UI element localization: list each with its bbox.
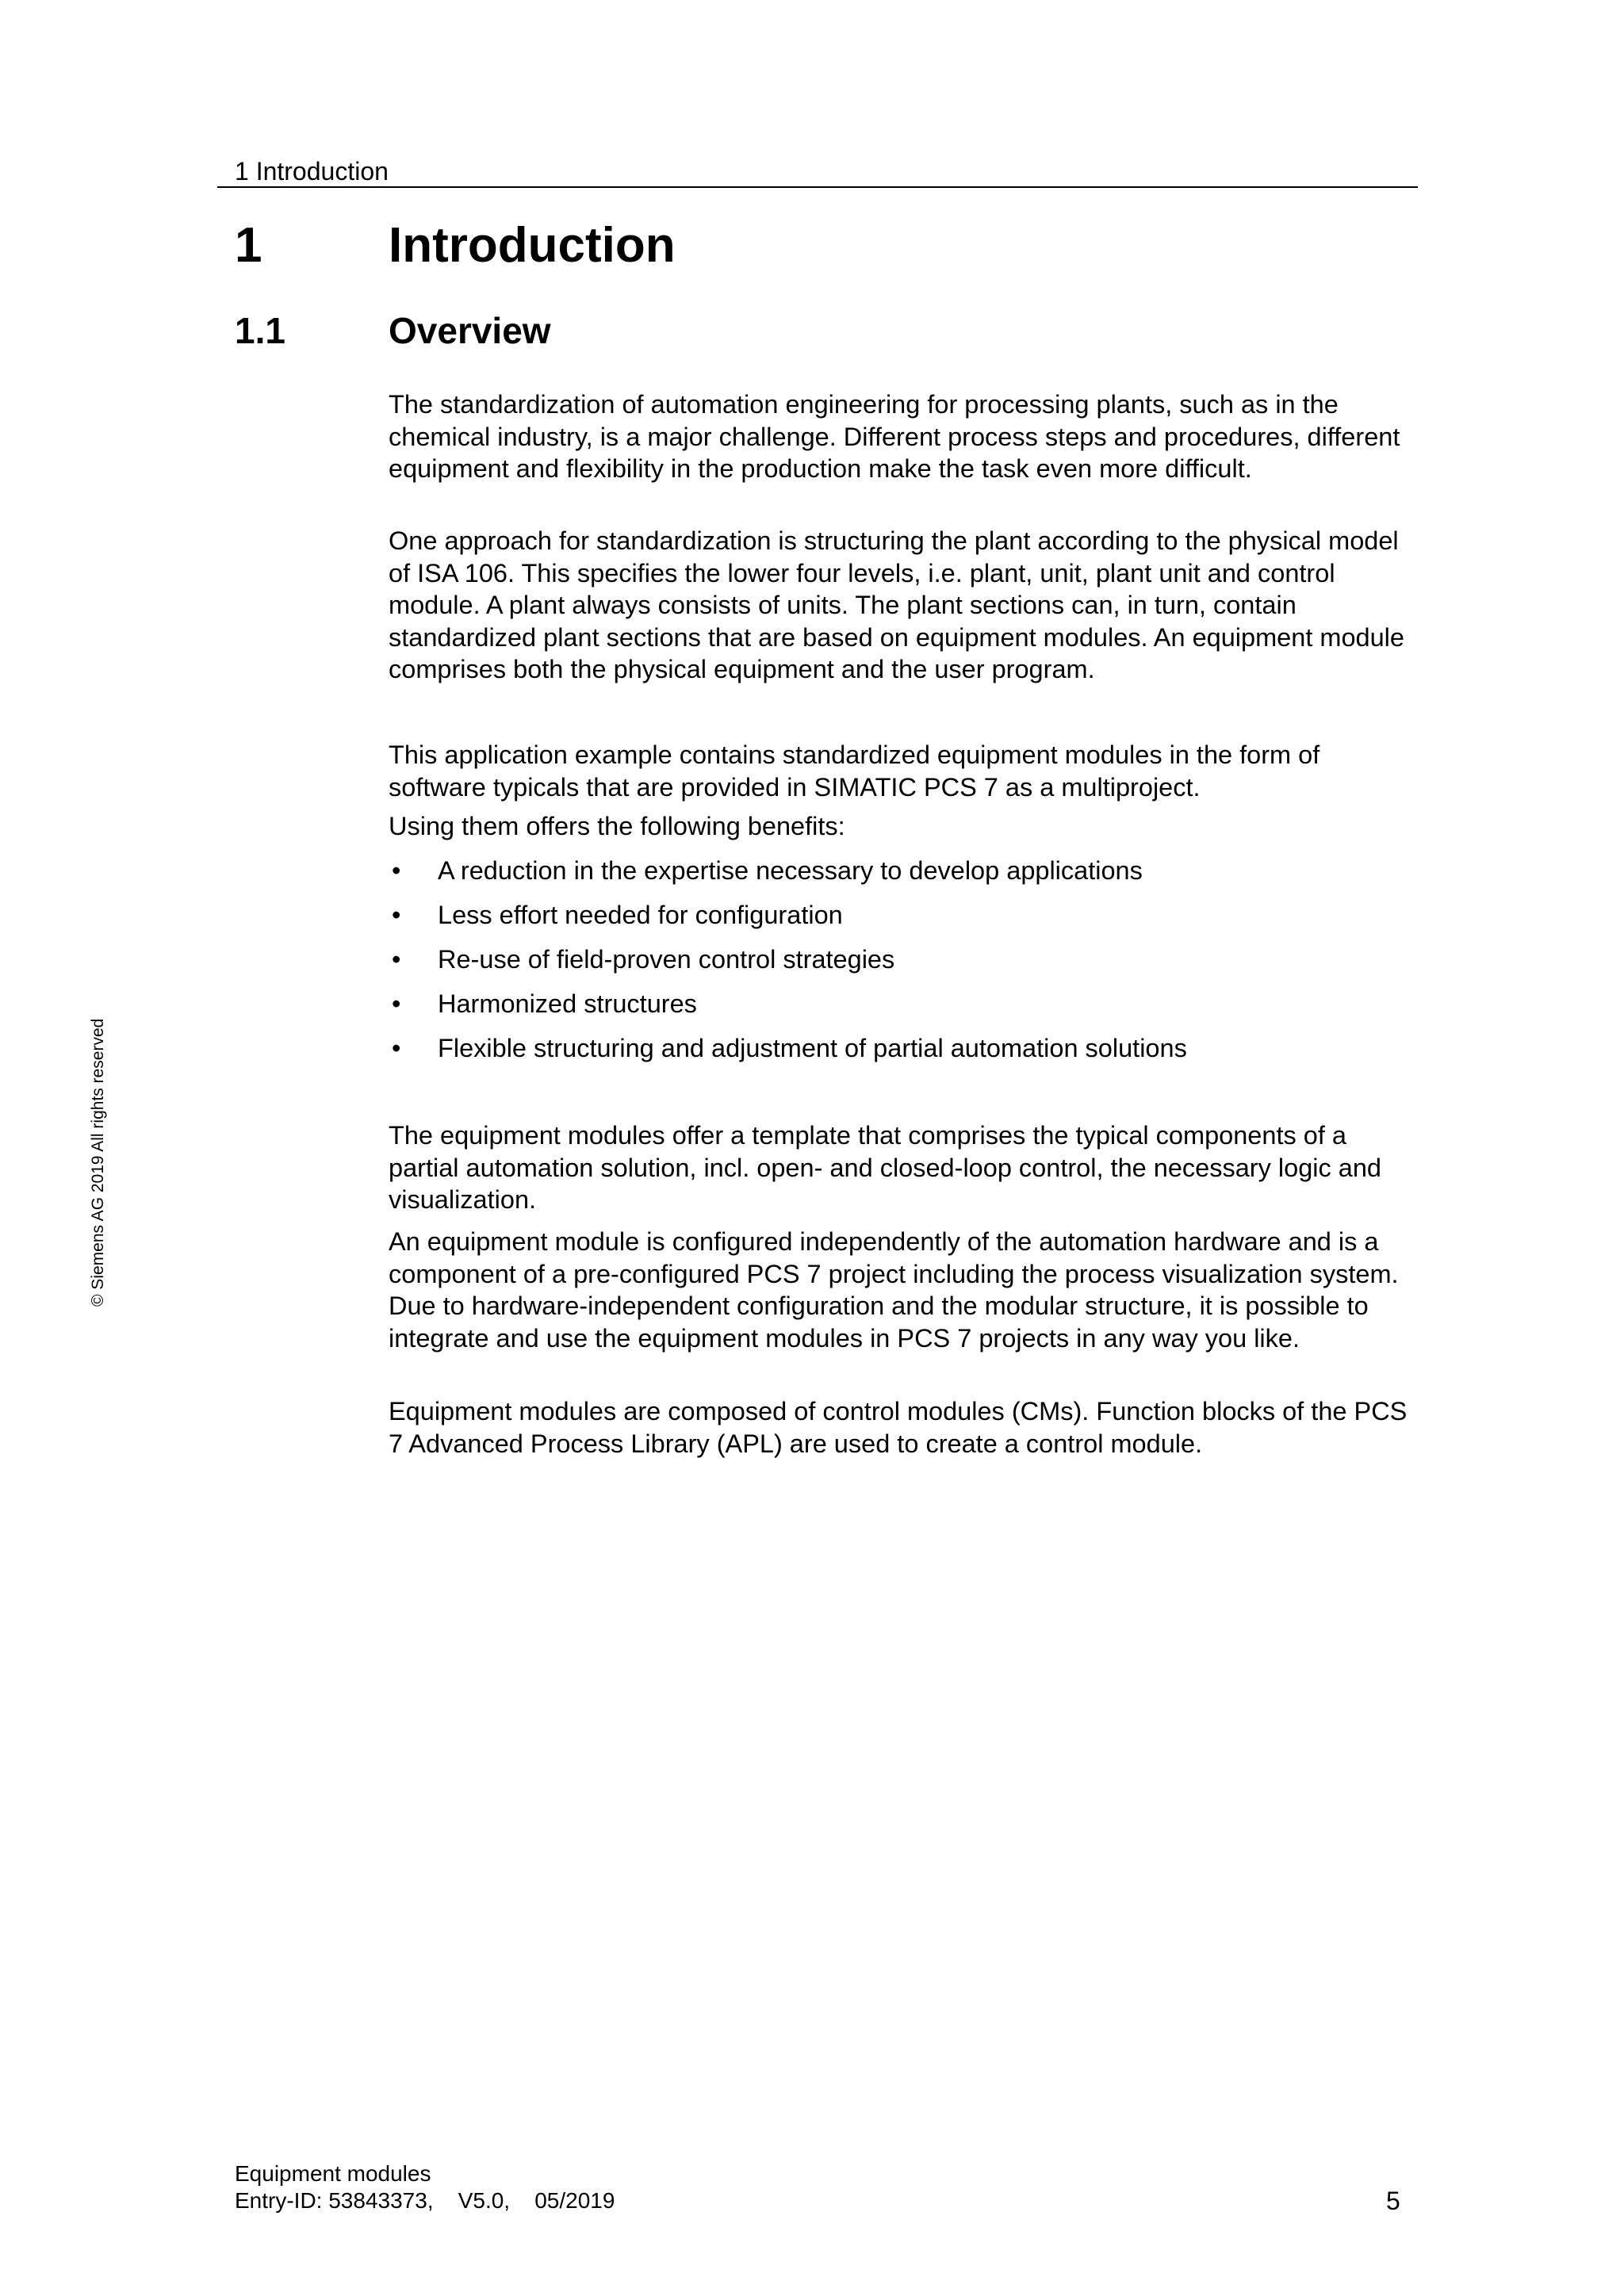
page-number: 5 (1386, 2187, 1400, 2215)
header-rule (217, 186, 1418, 188)
paragraph-standardization: The standardization of automation engineering for processing plants, such as in the chemical industry, is a major challenge. Different process steps and procedures, different equipment and flexibility in the production make the task even more difficult. (389, 390, 1400, 483)
paragraph-isa106: One approach for standardization is structuring the plant according to the physical model of ISA 106. This specifies the lower four levels, i.e. plant, unit, plant unit and control module. A plant always consists of units. The plant sections can, in turn, contain standardized plant sections that are based on equipment modules. An equipment module comprises both the physical equipment and the user program. (389, 526, 1404, 683)
running-header: 1 Introduction (235, 157, 389, 186)
bullet-icon: • (392, 989, 401, 1018)
copyright-note: © Siemens AG 2019 All rights reserved (89, 1018, 107, 1307)
paragraph-independent-configuration: An equipment module is configured independently of the automation hardware and is a component of a pre-configured PCS 7 project including the process visualization system. Due to hardware-independent configuration and the modular structure, it is possible to integrate and use the equipment modules in PCS 7 projects in any way you like. (389, 1227, 1399, 1353)
bullet-icon: • (392, 856, 401, 885)
paragraph-template: The equipment modules offer a template that comprises the typical components of a partial automation solution, incl. open- and closed-loop control, the necessary logic and visualization. (389, 1121, 1381, 1214)
list-item (389, 988, 1419, 1020)
section-number: 1.1 (235, 310, 285, 351)
list-item (389, 855, 1419, 887)
chapter-title: Introduction (389, 218, 676, 273)
list-item-text: Re-use of field-proven control strategies (438, 945, 895, 974)
benefits-list (389, 855, 1419, 1077)
footer-document-title: Equipment modules (235, 2161, 431, 2186)
paragraph-benefits-intro: Using them offers the following benefits: (389, 812, 845, 840)
paragraph-application-example: This application example contains standardized equipment modules in the form of software typicals that are provided in SIMATIC PCS 7 as a multiproject. (389, 740, 1320, 802)
bullet-icon: • (392, 945, 401, 974)
list-item-text: A reduction in the expertise necessary to develop applications (438, 856, 1143, 885)
footer-entry-id: Entry-ID: 53843373, V5.0, 05/2019 (235, 2188, 615, 2213)
bullet-icon: • (392, 1034, 401, 1062)
list-item-text: Harmonized structures (438, 989, 697, 1018)
list-item (389, 899, 1419, 932)
section-title: Overview (389, 310, 551, 351)
chapter-number: 1 (235, 218, 262, 273)
list-item-text: Flexible structuring and adjustment of partial automation solutions (438, 1034, 1187, 1062)
list-item-text: Less effort needed for configuration (438, 901, 843, 929)
list-item (389, 943, 1419, 976)
bullet-icon: • (392, 901, 401, 929)
list-item (389, 1032, 1419, 1065)
paragraph-control-modules: Equipment modules are composed of control modules (CMs). Function blocks of the PCS 7 Advanced Process Library (APL) are used to create a control module. (389, 1397, 1408, 1458)
